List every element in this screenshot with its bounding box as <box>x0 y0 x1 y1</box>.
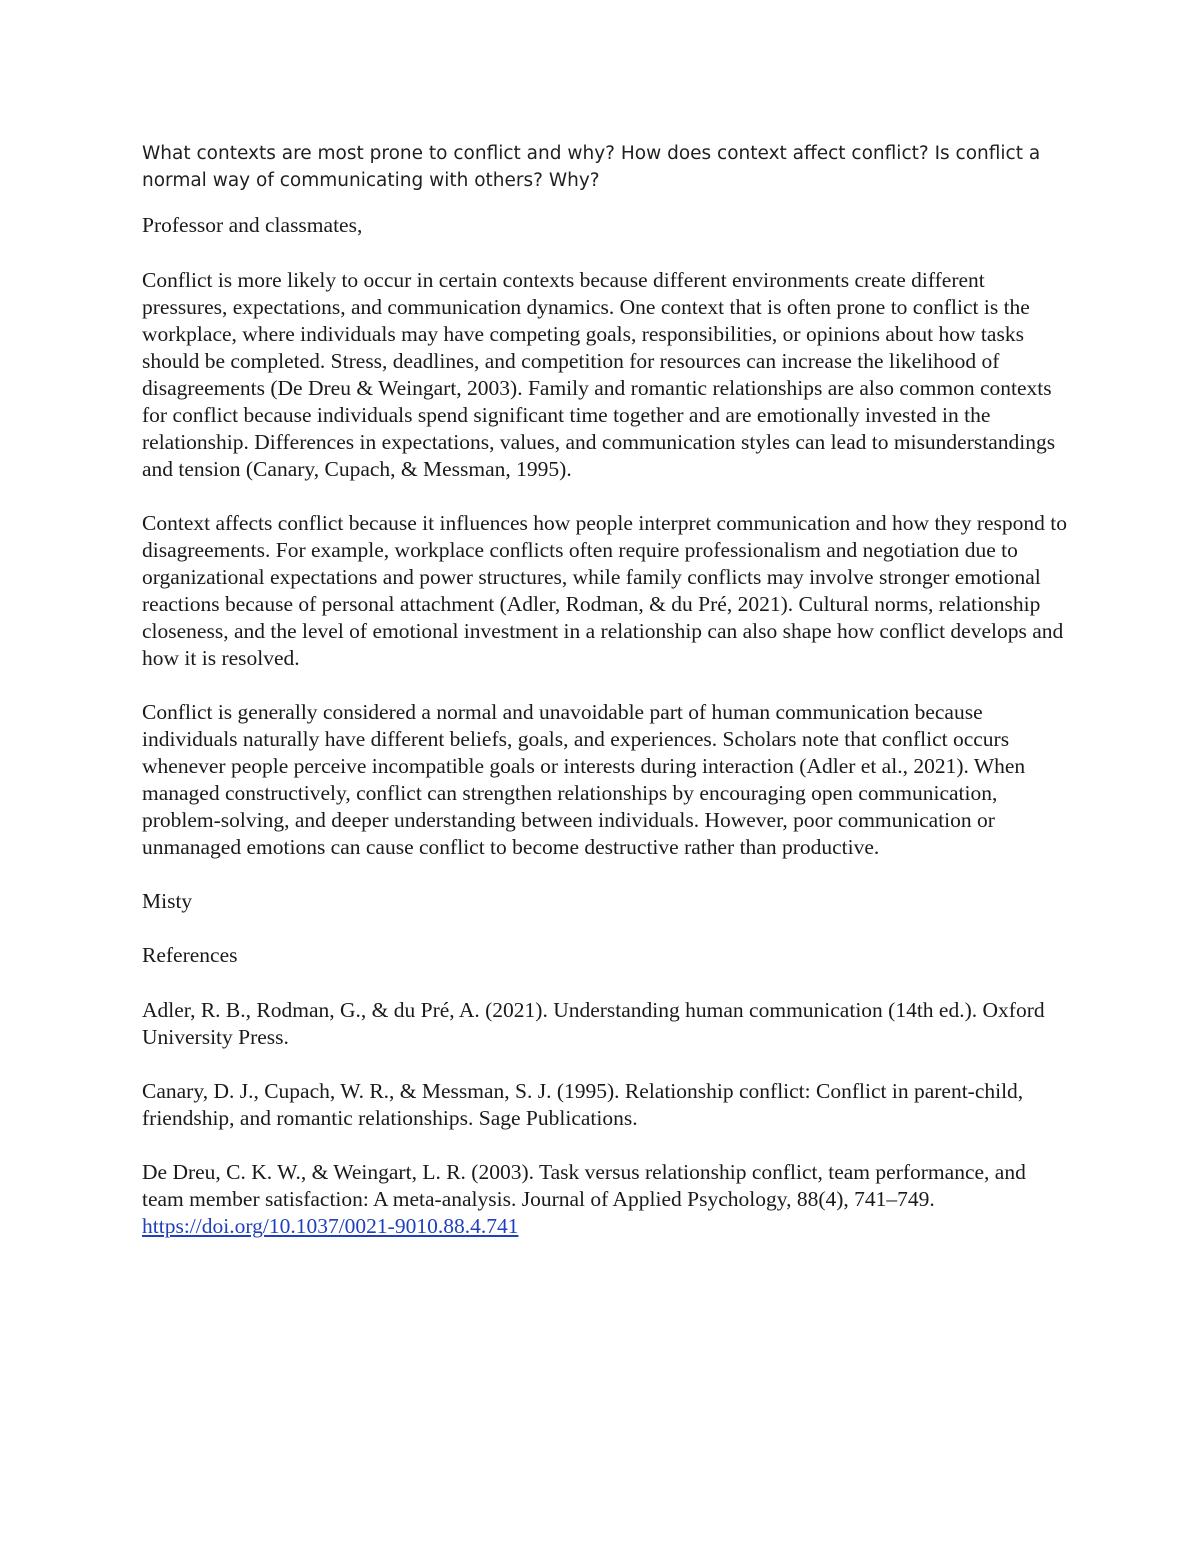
greeting: Professor and classmates, <box>142 213 363 237</box>
reference-adler: Adler, R. B., Rodman, G., & du Pré, A. (2021). Understanding human communication (14th ed.). Oxford University Press. <box>142 998 1045 1049</box>
signature: Misty <box>142 889 193 913</box>
references-heading: References <box>142 943 238 967</box>
reference-canary: Canary, D. J., Cupach, W. R., & Messman, S. J. (1995). Relationship conflict: Conflict in parent-child, friendship, and romantic relationships. Sage Publications. <box>142 1079 1024 1130</box>
discussion-question: What contexts are most prone to conflict and why? How does context affect conflict? Is conflict a normal way of communicating with others? Why? <box>142 143 1041 191</box>
paragraph-contexts: Conflict is more likely to occur in certain contexts because different environments create different pressures, expectations, and communication dynamics. One context that is often prone to conflict is the workplace, where individuals may have competing goals, responsibilities, or opinions about how tasks should be completed. Stress, deadlines, and competition for resources can increase the likelihood of disagreements (De Dreu & Weingart, 2003). Family and romantic relationships are also common contexts for conflict because individuals spend significant time together and are emotionally invested in the relationship. Differences in expectations, values, and communication styles can lead to misunderstandings and tension (Canary, Cupach, & Messman, 1995). <box>142 268 1056 481</box>
doi-link[interactable]: https://doi.org/10.1037/0021-9010.88.4.741 <box>142 1214 519 1238</box>
reference-de-dreu <box>142 1159 1067 1240</box>
paragraph-context-effects: Context affects conflict because it influences how people interpret communication and how they respond to disagreements. For example, workplace conflicts often require professionalism and negotiation due to organizational expectations and power structures, while family conflicts may involve stronger emotional reactions because of personal attachment (Adler, Rodman, & du Pré, 2021). Cultural norms, relationship closeness, and the level of emotional investment in a relationship can also shape how conflict develops and how it is resolved. <box>142 511 1068 670</box>
reference-de-dreu-text: De Dreu, C. K. W., & Weingart, L. R. (2003). Task versus relationship conflict, team performance, and team member satisfaction: A meta-analysis. Journal of Applied Psychology, 88(4), 741–749. <box>142 1160 1026 1211</box>
paragraph-conflict-normal: Conflict is generally considered a normal and unavoidable part of human communication because individuals naturally have different beliefs, goals, and experiences. Scholars note that conflict occurs whenever people perceive incompatible goals or interests during interaction (Adler et al., 2021). When managed constructively, conflict can strengthen relationships by encouraging open communication, problem-solving, and deeper understanding between individuals. However, poor communication or unmanaged emotions can cause conflict to become destructive rather than productive. <box>142 700 1026 859</box>
document-body <box>142 140 1067 1267</box>
